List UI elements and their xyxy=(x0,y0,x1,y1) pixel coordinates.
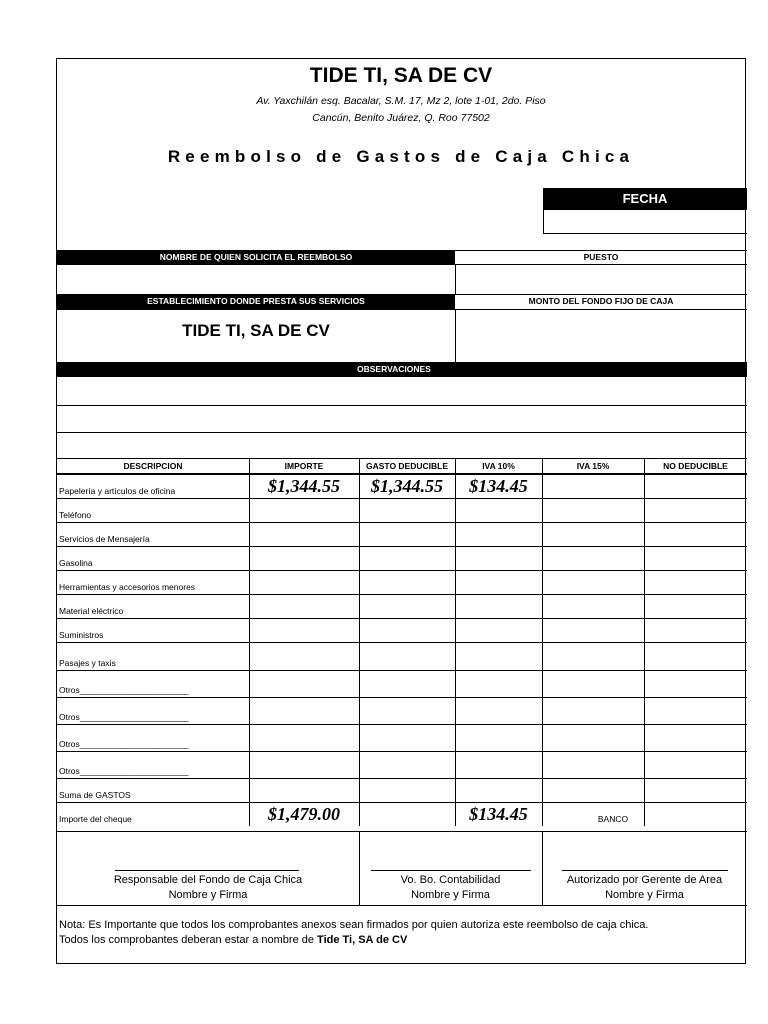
row-label: Suministros xyxy=(59,630,104,640)
table-cell[interactable] xyxy=(644,546,747,570)
table-cell[interactable]: $1,344.55 xyxy=(371,476,443,496)
table-cell[interactable] xyxy=(644,594,747,618)
column-divider xyxy=(455,458,456,826)
table-cell[interactable] xyxy=(542,546,644,570)
column-header: NO DEDUCIBLE xyxy=(663,461,728,471)
table-cell[interactable] xyxy=(644,642,747,670)
row-label: Gasolina xyxy=(59,558,93,568)
table-cell[interactable] xyxy=(359,670,455,697)
table-cell[interactable] xyxy=(359,697,455,724)
observaciones-label-text: OBSERVACIONES xyxy=(357,364,431,374)
table-cell[interactable] xyxy=(542,618,644,642)
puesto-label: PUESTO xyxy=(583,252,619,262)
table-cell[interactable] xyxy=(249,778,359,802)
solicitante-field[interactable] xyxy=(59,265,453,293)
table-cell[interactable] xyxy=(455,498,542,522)
table-cell[interactable] xyxy=(542,670,644,697)
fecha-label: FECHA xyxy=(543,188,747,210)
table-cell[interactable] xyxy=(455,618,542,642)
row-label: Otros_______________________ xyxy=(59,685,189,695)
table-cell[interactable] xyxy=(542,474,644,498)
row-label: Otros_______________________ xyxy=(59,712,189,722)
table-cell[interactable] xyxy=(455,778,542,802)
table-cell[interactable] xyxy=(542,594,644,618)
table-cell[interactable] xyxy=(542,751,644,778)
table-cell[interactable] xyxy=(249,697,359,724)
signature-responsable[interactable] xyxy=(57,873,359,903)
table-cell[interactable] xyxy=(455,570,542,594)
puesto-field[interactable] xyxy=(457,265,745,293)
table-cell[interactable] xyxy=(249,522,359,546)
table-cell[interactable] xyxy=(249,642,359,670)
table-cell[interactable] xyxy=(455,751,542,778)
row-label: Herramientas y accesorios menores xyxy=(59,582,196,592)
table-cell[interactable] xyxy=(359,546,455,570)
monto-field[interactable] xyxy=(457,311,745,361)
column-divider xyxy=(249,458,250,826)
signature-contabilidad-caption: Nombre y Firma xyxy=(411,889,490,901)
table-cell[interactable] xyxy=(644,618,747,642)
table-cell[interactable] xyxy=(644,751,747,778)
company-name: TIDE TI, SA DE CV xyxy=(309,64,493,87)
table-cell[interactable] xyxy=(644,778,747,802)
table-cell[interactable]: $134.45 xyxy=(469,476,528,496)
table-cell[interactable] xyxy=(644,570,747,594)
column-header: IMPORTE xyxy=(284,461,324,471)
column-header: GASTO DEDUCIBLE xyxy=(365,461,449,471)
signature-contabilidad[interactable] xyxy=(359,873,542,903)
table-cell[interactable] xyxy=(542,570,644,594)
note-line2-company: Tide Ti, SA de CV xyxy=(317,934,408,946)
row-label: Suma de GASTOS xyxy=(59,790,131,800)
table-cell[interactable] xyxy=(249,546,359,570)
table-cell[interactable] xyxy=(359,724,455,751)
row-label: Otros_______________________ xyxy=(59,766,189,776)
note-line1: Nota: Es Importante que todos los comprobantes anexos sean firmados por quien autoriza este reembolso de caja chica. xyxy=(59,919,649,931)
establecimiento-label: ESTABLECIMIENTO DONDE PRESTA SUS SERVICIOS xyxy=(57,294,455,309)
fecha-field[interactable] xyxy=(543,210,747,234)
signature-gerente[interactable] xyxy=(542,873,747,903)
monto-label: MONTO DEL FONDO FIJO DE CAJA xyxy=(528,296,674,306)
table-cell[interactable] xyxy=(455,546,542,570)
row-label: Material eléctrico xyxy=(59,606,124,616)
banco-label: BANCO xyxy=(597,814,629,824)
cheque-label: Importe del cheque xyxy=(59,814,132,824)
table-cell[interactable] xyxy=(542,724,644,751)
table-cell[interactable] xyxy=(359,570,455,594)
row-label: Teléfono xyxy=(59,510,92,520)
signature-contabilidad-role: Vo. Bo. Contabilidad xyxy=(400,874,501,886)
table-cell[interactable]: $1,344.55 xyxy=(268,476,340,496)
note-line2-prefix: Todos los comprobantes deberan estar a nombre de xyxy=(59,934,318,946)
observaciones-label xyxy=(57,362,747,377)
column-divider xyxy=(644,458,645,826)
row-label: Papelería y artículos de oficina xyxy=(59,486,176,496)
column-header: IVA 15% xyxy=(576,461,610,471)
table-cell[interactable] xyxy=(455,697,542,724)
banco-field[interactable] xyxy=(644,802,747,826)
table-cell[interactable] xyxy=(249,570,359,594)
table-cell[interactable] xyxy=(249,724,359,751)
form-title: Reembolso de Gastos de Caja Chica xyxy=(167,147,635,166)
table-cell[interactable] xyxy=(455,724,542,751)
table-cell[interactable] xyxy=(644,498,747,522)
table-cell[interactable] xyxy=(359,642,455,670)
table-cell[interactable] xyxy=(249,594,359,618)
table-cell[interactable] xyxy=(249,751,359,778)
table-cell[interactable] xyxy=(542,498,644,522)
solicitante-label: NOMBRE DE QUIEN SOLICITA EL REEMBOLSO xyxy=(57,250,455,264)
column-divider xyxy=(359,458,360,826)
row-label: Pasajes y taxis xyxy=(59,658,116,668)
signature-responsable-caption: Nombre y Firma xyxy=(168,889,248,901)
table-cell[interactable] xyxy=(359,751,455,778)
table-cell[interactable] xyxy=(359,618,455,642)
column-divider xyxy=(542,458,543,826)
table-cell[interactable] xyxy=(644,724,747,751)
observaciones-line-1[interactable] xyxy=(57,377,747,405)
row-label: Servicios de Mensajería xyxy=(59,534,150,544)
reimbursement-form xyxy=(56,58,746,964)
table-cell[interactable] xyxy=(644,474,747,498)
table-cell[interactable] xyxy=(542,522,644,546)
table-cell[interactable] xyxy=(644,697,747,724)
column-header: DESCRIPCION xyxy=(123,461,183,471)
company-address-line2: Cancún, Benito Juárez, Q. Roo 77502 xyxy=(312,112,490,124)
table-cell[interactable] xyxy=(359,498,455,522)
table-cell[interactable] xyxy=(644,670,747,697)
establecimiento-value[interactable]: TIDE TI, SA DE CV xyxy=(182,321,330,340)
table-cell[interactable] xyxy=(249,670,359,697)
table-cell[interactable] xyxy=(542,778,644,802)
signature-gerente-role: Autorizado por Gerente de Area xyxy=(566,874,723,886)
column-header: IVA 10% xyxy=(482,461,515,471)
table-cell[interactable] xyxy=(644,522,747,546)
signature-responsable-role: Responsable del Fondo de Caja Chica xyxy=(113,874,303,886)
note xyxy=(59,918,743,948)
table-cell[interactable] xyxy=(455,642,542,670)
table-cell[interactable] xyxy=(359,778,455,802)
observaciones-line-2[interactable] xyxy=(57,406,747,432)
table-cell[interactable] xyxy=(455,522,542,546)
table-cell[interactable] xyxy=(359,522,455,546)
signature-gerente-caption: Nombre y Firma xyxy=(605,889,684,901)
table-cell[interactable] xyxy=(455,670,542,697)
company-address-line1: Av. Yaxchilán esq. Bacalar, S.M. 17, Mz 2, lote 1-01, 2do. Piso xyxy=(256,95,546,107)
row-label: Otros_______________________ xyxy=(59,739,189,749)
table-cell[interactable] xyxy=(542,642,644,670)
table-cell[interactable] xyxy=(542,697,644,724)
table-cell[interactable] xyxy=(249,498,359,522)
table-cell[interactable] xyxy=(249,618,359,642)
observaciones-line-3[interactable] xyxy=(57,433,747,457)
note-line2 xyxy=(59,933,743,948)
table-cell[interactable] xyxy=(455,594,542,618)
cheque-importe[interactable]: $1,479.00 xyxy=(268,804,340,824)
cheque-iva10[interactable]: $134.45 xyxy=(469,804,528,824)
table-cell[interactable] xyxy=(359,594,455,618)
